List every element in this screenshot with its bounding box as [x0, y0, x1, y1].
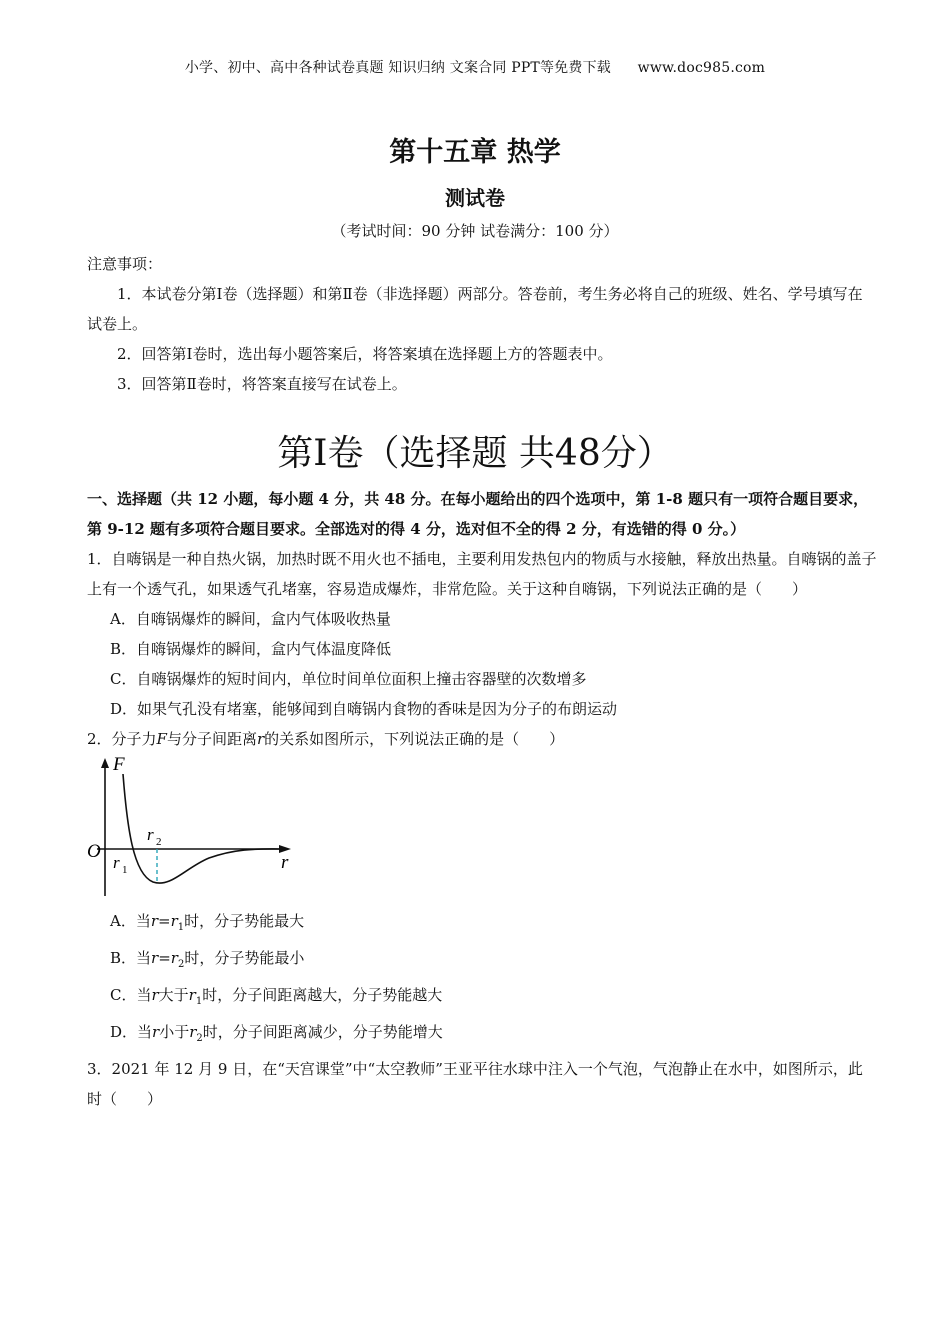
r1-label: r	[113, 853, 120, 872]
option-b: B．自嗨锅爆炸的瞬间，盒内气体温度降低	[110, 640, 392, 658]
question-stem: 3．2021 年 12 月 9 日，在“天宫课堂”中“太空教师”王亚平往水球中注入一个气泡，气泡静止在水中，如图所示，此时（ ）	[87, 1060, 863, 1108]
x-axis-label: r	[281, 852, 289, 873]
section1-instructions: 一、选择题（共 12 小题，每小题 4 分，共 48 分。在每小题给出的四个选项中，第 1-8 题只有一项符合题目要求，第 9-12 题有多项符合题目要求。全部选对的得 4 分，选对但不全的得 2 分，有选错的得 0 分。）	[87, 490, 869, 538]
question-stem: 2．分子力F与分子间距离r的关系如图所示，下列说法正确的是（ ）	[87, 730, 565, 748]
header-site-link[interactable]: www.doc985.com	[637, 60, 766, 76]
option-d: D．当r小于$r_2$时，分子间距离减少，分子势能增大	[110, 1023, 443, 1044]
note-item: 3．回答第Ⅱ卷时，将答案直接写在试卷上。	[117, 375, 407, 393]
notes-section	[87, 249, 877, 399]
note-item: 2．回答第Ⅰ卷时，选出每小题答案后，将答案填在选择题上方的答题表中。	[117, 345, 613, 363]
origin-label: O	[87, 841, 101, 862]
option-c: C．自嗨锅爆炸的短时间内，单位时间单位面积上撞击容器壁的次数增多	[110, 670, 587, 688]
chapter-title: 第十五章 热学	[389, 137, 561, 168]
note-item: 1．本试卷分第Ⅰ卷（选择题）和第Ⅱ卷（非选择题）两部分。答卷前，考生务必将自己的班级、姓名、学号填写在试卷上。	[87, 285, 863, 333]
option-a: A．当$r=r_1$时，分子势能最大	[110, 912, 305, 933]
force-distance-graph	[87, 754, 877, 906]
question-2	[87, 724, 877, 1054]
question-1	[87, 544, 877, 724]
question-stem: 1．自嗨锅是一种自热火锅，加热时既不用火也不插电，主要利用发热包内的物质与水接触，释放出热量。自嗨锅的盖子上有一个透气孔，如果透气孔堵塞，容易造成爆炸，非常危险。关于这种自嗨锅，下列说法正确的是（ ）	[87, 550, 877, 598]
option-d: D．如果气孔没有堵塞，能够闻到自嗨锅内食物的香味是因为分子的布朗运动	[110, 700, 618, 718]
header-text: 小学、初中、高中各种试卷真题 知识归纳 文案合同 PPT等免费下载	[184, 60, 611, 76]
test-subtitle: 测试卷	[445, 186, 505, 210]
questions-content	[87, 484, 877, 1114]
y-axis-arrow	[101, 758, 109, 768]
exam-info: （考试时间：90 分钟 试卷满分：100 分）	[331, 222, 619, 240]
r1-subscript: 1	[122, 864, 128, 876]
page-header	[0, 57, 950, 77]
option-a: A．自嗨锅爆炸的瞬间，盒内气体吸收热量	[110, 610, 391, 628]
part1-title: 第Ⅰ卷（选择题 共48分）	[277, 433, 673, 474]
notes-heading: 注意事项：	[87, 255, 163, 273]
r2-label: r	[147, 825, 154, 844]
r2-subscript: 2	[156, 836, 162, 848]
y-axis-label: F	[113, 756, 125, 775]
option-b: B．当$r=r_2$时，分子势能最小	[110, 949, 305, 970]
graph-svg	[87, 756, 307, 906]
option-c: C．当r大于$r_1$时，分子间距离越大，分子势能越大	[110, 986, 443, 1007]
question-3	[87, 1054, 877, 1114]
